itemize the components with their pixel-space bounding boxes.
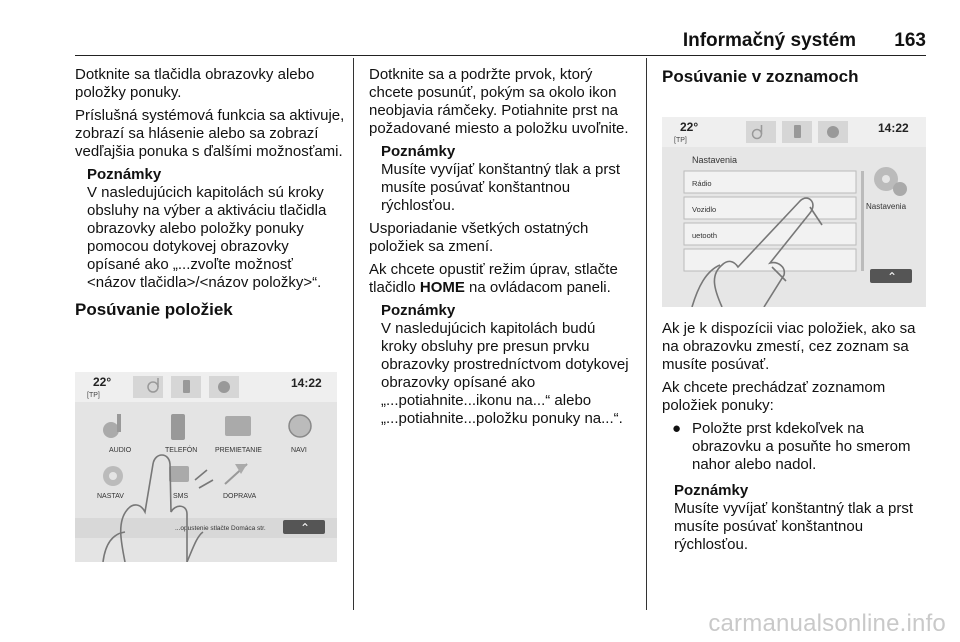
- nav-icon: [218, 381, 230, 393]
- tile-label-sms: SMS: [173, 493, 189, 500]
- note-heading: Poznámky: [87, 166, 162, 183]
- list-title: Nastavenia: [692, 155, 738, 165]
- note-text: Musíte vyvíjať konštantný tlak a prst musíte posúvať konštantnou rýchlosťou.: [381, 161, 621, 214]
- clock-label: 14:22: [291, 376, 322, 390]
- temperature-label: 22°: [93, 375, 112, 389]
- paragraph: [369, 261, 635, 297]
- paragraph: Dotknite sa tlačidla obrazovky alebo položky ponuky.: [75, 66, 315, 101]
- note-box: [369, 143, 635, 215]
- column-2: [369, 66, 635, 433]
- list-item: [662, 420, 930, 474]
- column-1: [75, 66, 345, 329]
- scrollbar-track: [861, 171, 864, 271]
- tile-label-traffic: DOPRAVA: [223, 493, 257, 500]
- paragraph: Ak je k dispozícii viac položiek, ako sa na obrazovku zmestí, cez zoznam sa musíte posúvať.: [662, 320, 916, 373]
- tp-label: [TP]: [87, 392, 100, 399]
- phone-icon: [183, 380, 190, 393]
- note-text: V nasledujúcich kapitolách sú kroky obsluhy na výber a aktiváciu tlačidla obrazovky alebo položky ponuky pomocou dotykovej obrazovky opísané ako „...zvoľte možnosť <názov tlačidla>/<názov položky>“.: [87, 184, 327, 291]
- tile-label-navi: NAVI: [291, 447, 307, 454]
- exit-hint-text: ...opustenie stlačte Domáca str.: [175, 525, 266, 532]
- note-box: [662, 482, 930, 554]
- settings-gear-icon: [103, 466, 123, 486]
- tile-label-projection: PREMIETANIE: [215, 447, 262, 454]
- nav-icon: [827, 126, 839, 138]
- side-label: Nastavenia: [866, 202, 907, 211]
- clock-label: 14:22: [878, 121, 909, 135]
- column-divider: [646, 58, 647, 610]
- note-heading: Poznámky: [381, 143, 456, 160]
- home-key-label: HOME: [419, 279, 465, 296]
- compass-icon: [289, 415, 311, 437]
- settings-list-illustration: [662, 117, 926, 307]
- watermark: carmanualsonline.info: [708, 610, 946, 637]
- text-segment: na ovládacom paneli.: [464, 279, 611, 296]
- projection-icon: [225, 416, 251, 436]
- phone-icon: [794, 125, 801, 138]
- tile-label-phone: TELEFÓN: [165, 447, 198, 454]
- list-item-bluetooth: uetooth: [692, 231, 718, 240]
- list-item-vehicle: Vozidlo: [692, 205, 717, 214]
- text-segment: Ak chcete opustiť režim úprav, stlačte tlačidlo: [369, 261, 618, 296]
- bullet-icon: ●: [672, 420, 682, 437]
- section-heading: Posúvanie v zoznamoch: [662, 67, 859, 86]
- phone-tile-icon: [171, 414, 185, 440]
- temperature-label: 22°: [680, 120, 699, 134]
- tile-label-audio: AUDIO: [109, 447, 132, 454]
- column-divider: [353, 58, 354, 610]
- paragraph: Dotknite sa a podržte prvok, ktorý chcete posunúť, pokým sa okolo ikon neobjavia rámčeky. Potiahnite prst na požadované miesto a položku uvoľnite.: [369, 66, 629, 137]
- tp-label: [TP]: [674, 137, 687, 144]
- chapter-title: Informačný systém: [682, 30, 856, 51]
- header-rule: [75, 55, 926, 56]
- tile-label-settings: NASTAV: [97, 493, 124, 500]
- paragraph: Príslušná systémová funkcia sa aktivuje, zobrazí sa hlásenie alebo sa zobrazí vedľajšia ponuka s ďalšími možnosťami.: [75, 107, 345, 160]
- scroll-up-icon: ⌃: [887, 270, 898, 284]
- note-box: [369, 302, 635, 428]
- paragraph: Ak chcete prechádzať zoznamom položiek ponuky:: [662, 379, 886, 414]
- note-box: [75, 166, 345, 292]
- page-header: [75, 30, 926, 54]
- note-text: V nasledujúcich kapitolách budú kroky obsluhy pre presun prvku obrazovky prostredníctvom dotykovej obrazovky opísané ako „...potiahnite...ikonu na...“ alebo „...potiahnite...položku ponuky na...“.: [381, 320, 629, 427]
- note-heading: Poznámky: [674, 482, 749, 499]
- home-screen-illustration: [75, 372, 337, 562]
- scroll-up-icon: ⌃: [300, 521, 311, 535]
- list-item-radio: Rádio: [692, 179, 712, 188]
- section-heading: Posúvanie položiek: [75, 300, 233, 319]
- page-number: 163: [894, 30, 926, 51]
- paragraph: Usporiadanie všetkých ostatných položiek sa zmení.: [369, 220, 589, 255]
- bullet-text: Položte prst kdekoľvek na obrazovku a posuňte ho smerom nahor alebo nadol.: [692, 420, 911, 473]
- sms-icon: [169, 466, 189, 482]
- note-heading: Poznámky: [381, 302, 456, 319]
- note-text: Musíte vyvíjať konštantný tlak a prst musíte posúvať konštantnou rýchlosťou.: [674, 500, 914, 553]
